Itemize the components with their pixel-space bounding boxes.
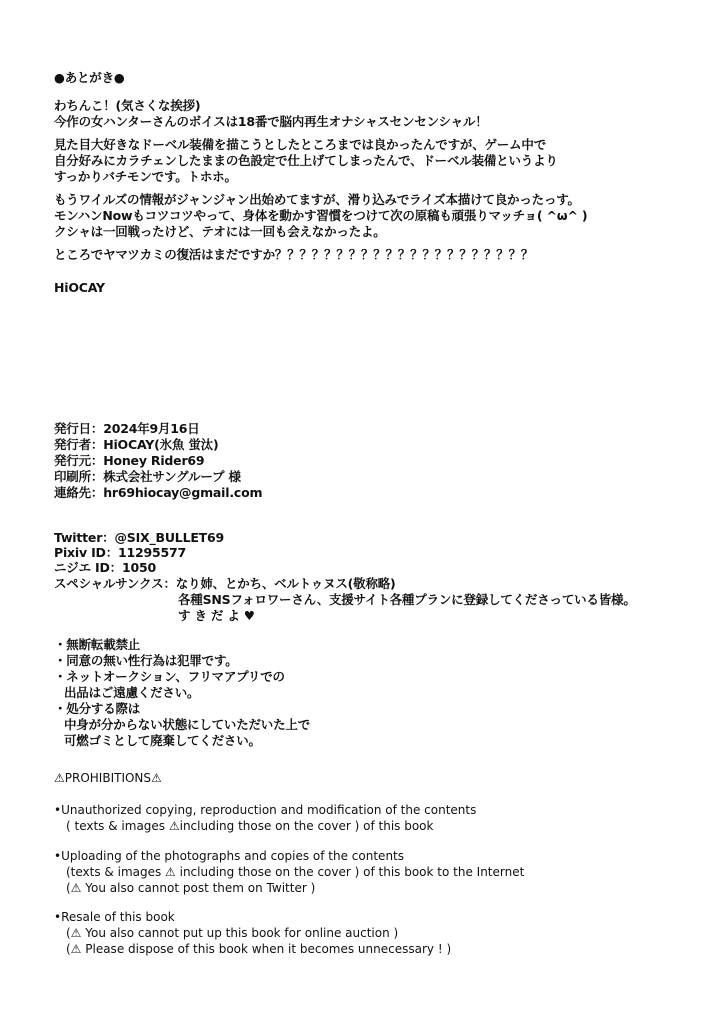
colophon-contact: 連絡先：hr69hiocay@gmail.com	[54, 485, 263, 500]
afterword-paragraph-2-line-1: 見た目大好きなドーベル装備を描こうとしたところまでは良かったんですが、ゲーム中で	[54, 137, 547, 152]
rule-jp-4-line-3: 可燃ゴミとして廃棄してください。	[64, 733, 261, 748]
colophon-issuer: 発行元：Honey Rider69	[54, 453, 205, 468]
special-thanks-line-3: す き だ よ ♥	[178, 608, 255, 623]
rule-jp-2: ・同意の無い性行為は犯罪です。	[54, 653, 238, 668]
afterword-paragraph-3-line-2: モンハンNowもコツコツやって、身体を動かす習慣をつけて次の原稿も頑張りマッチョ( ^ω^ )	[54, 208, 588, 223]
nijie-id: ニジエ ID：1050	[54, 560, 156, 575]
rule-jp-4-line-1: ・処分する際は	[54, 701, 141, 716]
afterword-paragraph-4: ところでヤマツカミの復活はまだですか？？？？？？？？？？？？？？？？？？？？？	[54, 247, 534, 262]
prohibition-c-line-1: •Resale of this book	[54, 910, 175, 924]
colophon-printer: 印刷所：株式会社サングループ 様	[54, 469, 241, 484]
prohibition-b-line-3: (⚠ You also cannot post them on Twitter )	[66, 881, 316, 895]
afterword-paragraph-3-line-3: クシャは一回戦ったけど、テオには一回も会えなかったよ。	[54, 224, 386, 239]
prohibitions-title: ⚠PROHIBITIONS⚠	[54, 771, 162, 785]
colophon-publisher: 発行者：HiOCAY(氷魚 蛍汰)	[54, 437, 219, 452]
special-thanks-line-2: 各種SNSフォロワーさん、支援サイト各種プランに登録してくださっている皆様。	[178, 592, 636, 607]
prohibition-c-line-2: (⚠ You also cannot put up this book for online auction )	[66, 926, 399, 940]
prohibition-b-line-2: (texts & images ⚠ including those on the cover ) of this book to the Internet	[66, 865, 525, 879]
prohibition-c-line-3: (⚠ Please dispose of this book when it becomes unnecessary ! )	[66, 942, 452, 956]
rule-jp-3-line-2: 出品はご遠慮ください。	[64, 685, 200, 700]
twitter-handle: Twitter：@SIX_BULLET69	[54, 530, 224, 545]
afterword-heading: ●あとがき●	[54, 70, 125, 85]
afterword-paragraph-1: 今作の女ハンターさんのボイスは18番で脳内再生オナシャスセンセンシャル！	[54, 114, 488, 129]
afterword-paragraph-2-line-2: 自分好みにカラチェンしたままの色設定で仕上げてしまったんで、ドーベル装備というより	[54, 153, 558, 168]
rule-jp-4-line-2: 中身が分からない状態にしていただいた上で	[64, 717, 311, 732]
prohibition-a-line-1: •Unauthorized copying, reproduction and modification of the contents	[54, 803, 477, 817]
colophon-date: 発行日：2024年9月16日	[54, 421, 200, 436]
rule-jp-1: ・無断転載禁止	[54, 637, 141, 652]
afterword-paragraph-3-line-1: もうワイルズの情報がジャンジャン出始めてますが、滑り込みでライズ本描けて良かったっす。	[54, 192, 580, 207]
afterword-paragraph-2-line-3: すっかりバチモンです。トホホ。	[54, 169, 237, 184]
rule-jp-3-line-1: ・ネットオークション、フリマアプリでの	[54, 669, 285, 684]
author-signature: HiOCAY	[54, 280, 105, 295]
prohibition-b-line-1: •Uploading of the photographs and copies of the contents	[54, 849, 405, 863]
greeting-text: わちんこ！(気さくな挨拶)	[54, 98, 201, 113]
pixiv-id: Pixiv ID：11295577	[54, 545, 187, 560]
special-thanks-line-1: スペシャルサンクス：なり姉、とかち、ベルトゥヌス(敬称略)	[54, 576, 396, 591]
prohibition-a-line-2: ( texts & images ⚠including those on the cover ) of this book	[66, 819, 434, 833]
